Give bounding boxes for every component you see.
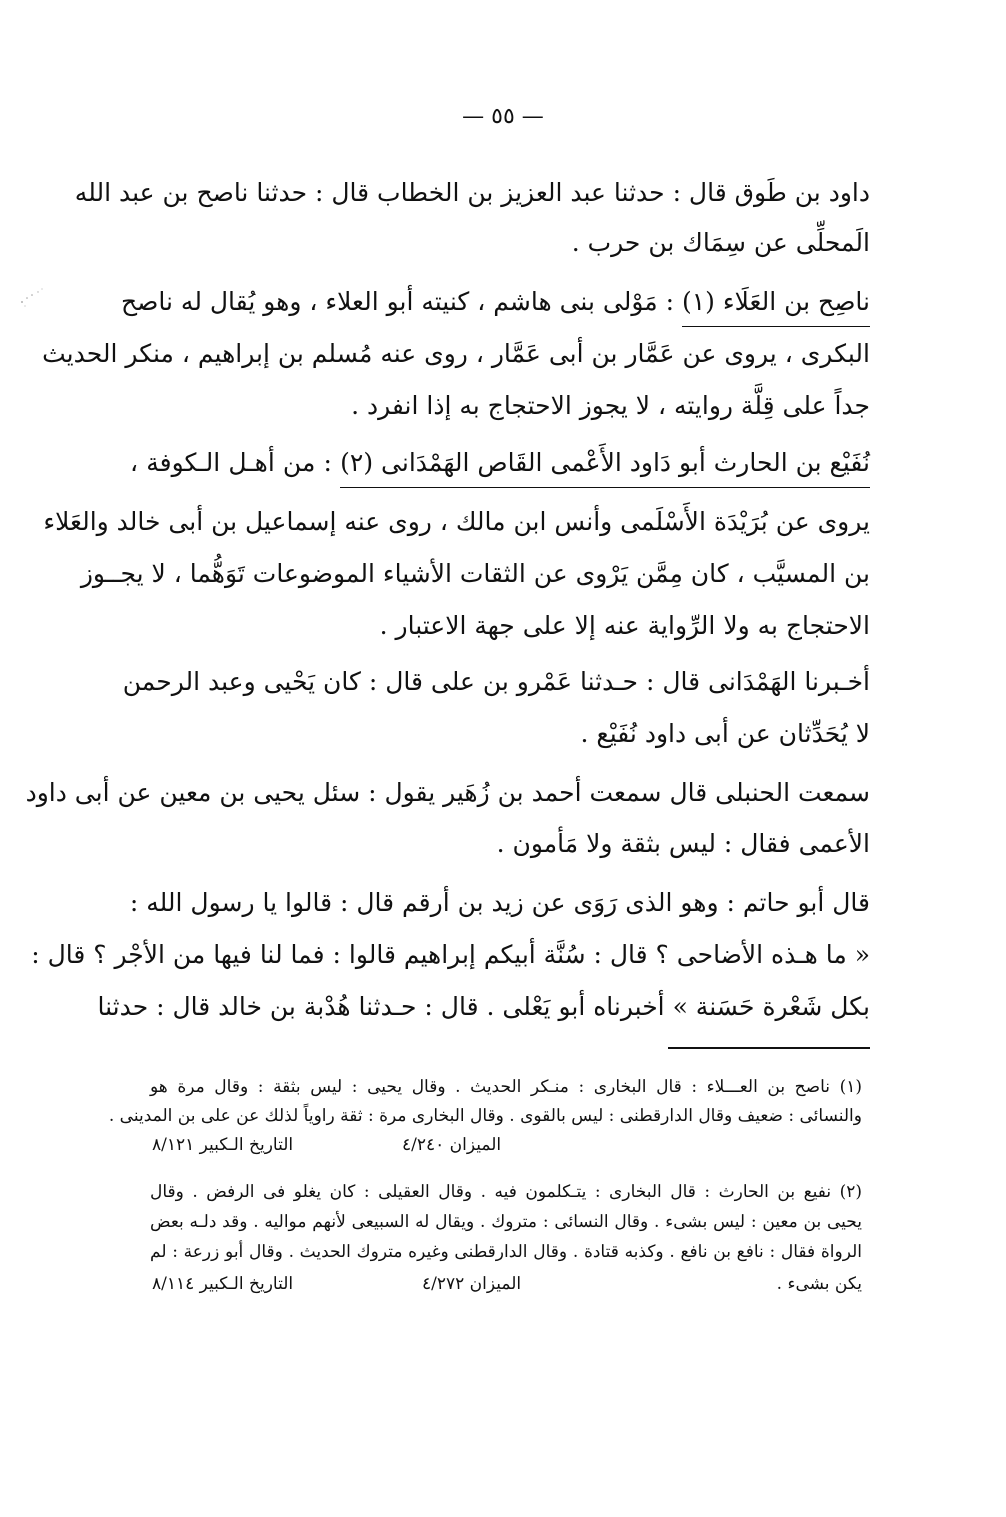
footnote-1-line-2: والنسائى : ضعيف وقال الدارقطنى : ليس بالقوى . وقال البخارى مرة : ثقة راوياً لذلك عن على بن المدينى . (108, 1106, 862, 1126)
entry-heading-nufay: نُفَيْع بن الحارث أبو دَاود الأَعْمى القَاص الهَمْدَانى (٢) (340, 446, 870, 480)
footnote-2-line-3: الرواة فقال : نافع بن نافع . وكذبه قتادة . وقال الدارقطنى وغيره متروك الحديث . وقال أبو زرعة : لم (150, 1242, 862, 1262)
entry-nasih-line-1: ناصِح بن العَلَاء (١) : مَوْلى بنى هاشم ، كنيته أبو العلاء ، وهو يُقال له ناصح (130, 285, 870, 325)
scan-specks (16, 284, 52, 314)
body-line-8: بن المسيَّب ، كان مِمَّن يَرْوى عن الثقات الأشياء الموضوعات تَوَهُّما ، لا يجــوز (80, 559, 870, 588)
body-line-12: سمعت الحنبلى قال سمعت أحمد بن زُهَير يقول : سئل يحيى بن معين عن أبى داود (25, 778, 870, 807)
footnote-1-tarikh-ref: التاريخ الـكبير ٨/١٢١ (152, 1135, 294, 1155)
footnote-2-mizan-ref: الميزان ٤/٢٧٢ (422, 1274, 522, 1294)
body-line-13: الأعمى فقال : ليس بثقة ولا مَأمون . (496, 829, 870, 858)
body-line-9: الاحتجاج به ولا الرِّواية عنه إلا على جهة الاعتبار . (379, 611, 870, 640)
footnote-1-line-1: (١) ناصح بن العـــلاء : قال البخارى : منـكر الحديث . وقال يحيى : ليس بثقة : وقال مرة هو (150, 1077, 862, 1097)
body-line-14: قال أبو حاتم : وهو الذى رَوَى عن زيد بن أرقم قال : قالوا يا رسول الله : (129, 888, 870, 917)
body-line-16: بكل شَعْرة حَسَنة » أخبرناه أبو يَعْلى . قال : حـدثنا هُدْبة بن خالد قال : حدثنا (97, 992, 870, 1021)
body-line-1: داود بن طَوق قال : حدثنا عبد العزيز بن الخطاب قال : حدثنا ناصح بن عبد الله (74, 178, 870, 207)
body-line-5: جداً على قِلَّة روايته ، لا يجوز الاحتجاج به إذا انفرد . (351, 391, 870, 420)
footnote-separator (668, 1047, 870, 1049)
body-line-10: أخـبرنا الهَمْدَانى قال : حـدثنا عَمْرو بن على قال : كان يَحْيى وعبد الرحمن (122, 667, 870, 696)
body-line-7: يروى عن بُرَيْدَة الأَسْلَمى وأنس ابن مالك ، روى عنه إسماعيل بن أبى خالد والعَلاء (43, 507, 870, 536)
entry-heading-nasih: ناصِح بن العَلَاء (١) (682, 285, 870, 319)
footnote-2-line-1: (٢) نفيع بن الحارث : قال البخارى : يتـكلمون فيه . وقال العقيلى : كان يغلو فى الرفض . وقال (150, 1182, 862, 1202)
footnote-2-line-4: يكن بشىء . (776, 1274, 862, 1294)
footnote-2-line-2: يحيى بن معين : ليس بشىء . وقال النسائى : متروك . ويقال له السبيعى لأنهم مواليه . وقد دلـه بعض (150, 1212, 862, 1232)
footnote-1-mizan-ref: الميزان ٤/٢٤٠ (402, 1135, 502, 1155)
entry-nufay-line-1: نُفَيْع بن الحارث أبو دَاود الأَعْمى القَاص الهَمْدَانى (٢) : من أهـل الـكوفة ، (130, 446, 870, 486)
body-line-4: البكرى ، يروى عن عَمَّار بن أبى عَمَّار ، روى عنه مُسلم بن إبراهيم ، منكر الحديث (42, 339, 870, 368)
body-line-15: « ما هـذه الأضاحى ؟ قال : سُنَّة أبيكم إبراهيم قالوا : فما لنا فيها من الأجْر ؟ قال : (31, 940, 870, 969)
page-number: — ٥٥ — (462, 104, 544, 129)
footnote-2-tarikh-ref: التاريخ الـكبير ٨/١١٤ (152, 1274, 294, 1294)
body-line-2: الَمحلِّى عن سِمَاك بن حرب . (571, 228, 870, 257)
body-line-11: لا يُحَدِّثان عن أبى داود نُفَيْع . (580, 719, 870, 748)
